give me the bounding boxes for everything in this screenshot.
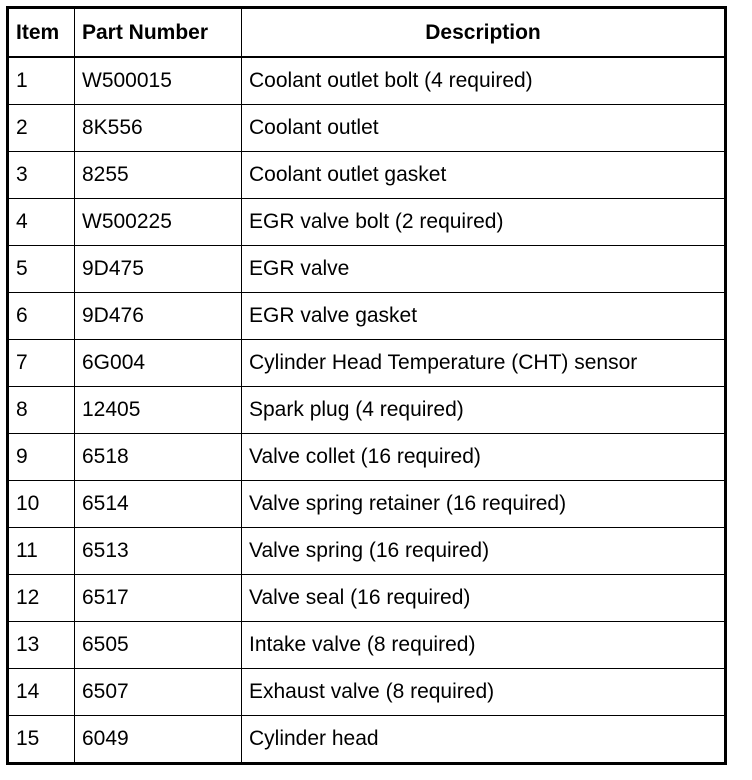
cell-description: Spark plug (4 required) (242, 387, 726, 434)
table-row (8, 622, 726, 669)
cell-part-number: 8K556 (75, 105, 242, 152)
cell-item: 5 (8, 246, 75, 293)
cell-item: 6 (8, 293, 75, 340)
cell-description: Coolant outlet bolt (4 required) (242, 57, 726, 105)
table-header (8, 8, 726, 58)
cell-part-number: 6514 (75, 481, 242, 528)
cell-item: 7 (8, 340, 75, 387)
cell-item: 8 (8, 387, 75, 434)
cell-description: EGR valve bolt (2 required) (242, 199, 726, 246)
cell-description: Intake valve (8 required) (242, 622, 726, 669)
cell-item: 15 (8, 716, 75, 764)
table-row (8, 716, 726, 764)
cell-description: Cylinder Head Temperature (CHT) sensor (242, 340, 726, 387)
cell-part-number: 12405 (75, 387, 242, 434)
cell-item: 9 (8, 434, 75, 481)
cell-item: 4 (8, 199, 75, 246)
cell-part-number: 6513 (75, 528, 242, 575)
cell-item: 1 (8, 57, 75, 105)
table-row (8, 105, 726, 152)
cell-part-number: W500015 (75, 57, 242, 105)
table-row (8, 246, 726, 293)
cell-description: Coolant outlet (242, 105, 726, 152)
table-row (8, 57, 726, 105)
cell-part-number: 6507 (75, 669, 242, 716)
cell-description: Valve collet (16 required) (242, 434, 726, 481)
table-row (8, 199, 726, 246)
cell-description: Exhaust valve (8 required) (242, 669, 726, 716)
cell-description: EGR valve gasket (242, 293, 726, 340)
table-row (8, 669, 726, 716)
cell-item: 11 (8, 528, 75, 575)
table-row (8, 481, 726, 528)
table-row (8, 528, 726, 575)
table-row (8, 340, 726, 387)
cell-item: 3 (8, 152, 75, 199)
header-item: Item (8, 8, 75, 58)
cell-description: Coolant outlet gasket (242, 152, 726, 199)
cell-part-number: W500225 (75, 199, 242, 246)
table-row (8, 575, 726, 622)
table-row (8, 152, 726, 199)
cell-description: Valve spring (16 required) (242, 528, 726, 575)
cell-description: Valve seal (16 required) (242, 575, 726, 622)
cell-description: Cylinder head (242, 716, 726, 764)
table-row (8, 387, 726, 434)
header-part-number: Part Number (75, 8, 242, 58)
cell-part-number: 6049 (75, 716, 242, 764)
cell-item: 14 (8, 669, 75, 716)
table-row (8, 434, 726, 481)
cell-description: Valve spring retainer (16 required) (242, 481, 726, 528)
cell-part-number: 6505 (75, 622, 242, 669)
cell-part-number: 8255 (75, 152, 242, 199)
cell-item: 10 (8, 481, 75, 528)
table-row (8, 293, 726, 340)
cell-part-number: 6518 (75, 434, 242, 481)
table-body (8, 57, 726, 764)
parts-table (6, 6, 727, 765)
cell-item: 12 (8, 575, 75, 622)
header-row (8, 8, 726, 58)
cell-description: EGR valve (242, 246, 726, 293)
cell-part-number: 9D475 (75, 246, 242, 293)
cell-part-number: 6517 (75, 575, 242, 622)
cell-part-number: 9D476 (75, 293, 242, 340)
header-description: Description (242, 8, 726, 58)
cell-part-number: 6G004 (75, 340, 242, 387)
cell-item: 2 (8, 105, 75, 152)
cell-item: 13 (8, 622, 75, 669)
